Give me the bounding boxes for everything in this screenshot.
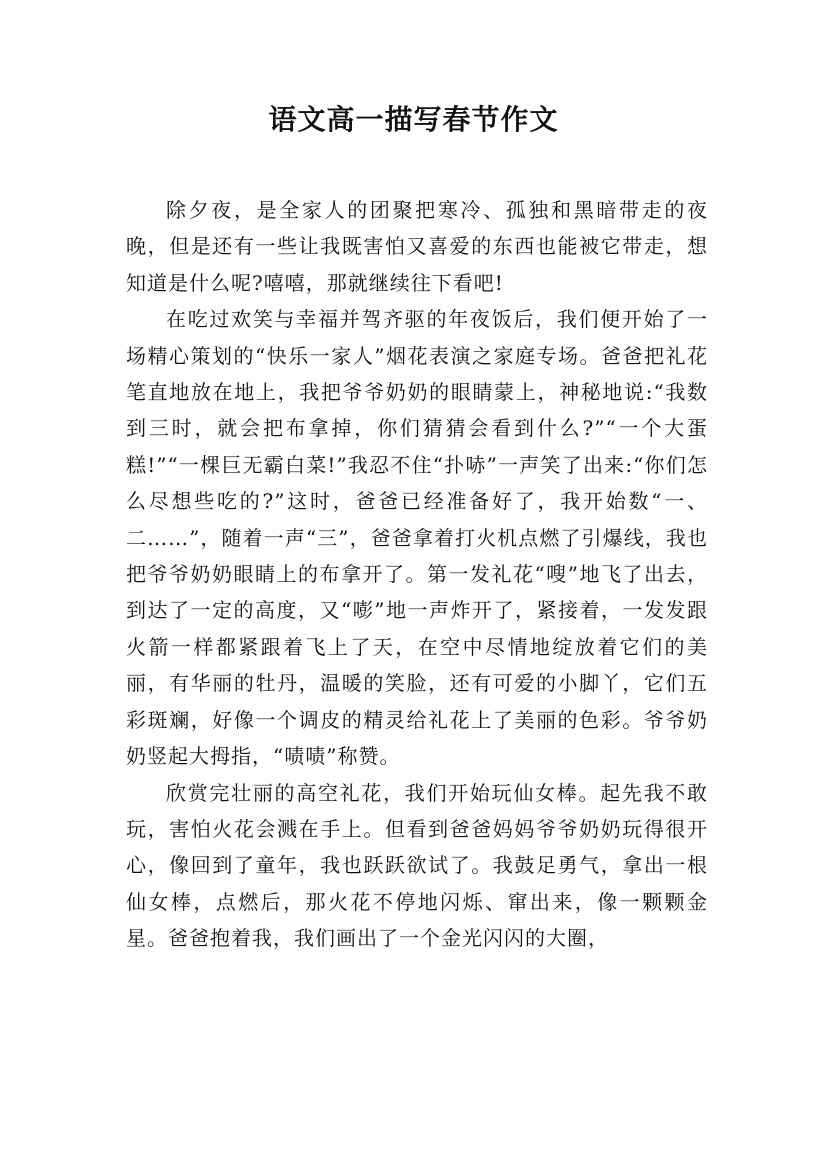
paragraph-2: 在吃过欢笑与幸福并驾齐驱的年夜饭后，我们便开始了一场精心策划的“快乐一家人”烟花表演之家庭专场。爸爸把礼花笔直地放在地上，我把爷爷奶奶的眼睛蒙上，神秘地说:“我数到三时，就会把布拿掉，你们猜猜会看到什么?”“一个大蛋糕!”“一棵巨无霸白菜!”我忍不住“扑哧”一声笑了出来:“你们怎么尽想些吃的?”这时，爸爸已经准备好了，我开始数“一、二……”，随着一声“三”，爸爸拿着打火机点燃了引爆线，我也把爷爷奶奶眼睛上的布拿开了。第一发礼花“嗖”地飞了出去，到达了一定的高度，又“嘭”地一声炸开了，紧接着，一发发跟火箭一样都紧跟着飞上了天，在空中尽情地绽放着它们的美丽，有华丽的牡丹，温暖的笑脸，还有可爱的小脚丫，它们五彩斑斓，好像一个调皮的精灵给礼花上了美丽的色彩。爷爷奶奶竖起大拇指，“啧啧”称赞。 bbox=[126, 307, 708, 769]
document-title: 语文高一描写春节作文 bbox=[268, 103, 559, 136]
paragraph-1: 除夕夜，是全家人的团聚把寒冷、孤独和黑暗带走的夜晚，但是还有一些让我既害怕又喜爱的东西也能被它带走，想知道是什么呢?嘻嘻，那就继续往下看吧! bbox=[126, 198, 708, 295]
document-body bbox=[126, 192, 708, 957]
paragraph-3: 欣赏完壮丽的高空礼花，我们开始玩仙女棒。起先我不敢玩，害怕火花会溅在手上。但看到爸爸妈妈爷爷奶奶玩得很开心，像回到了童年，我也跃跃欲试了。我鼓足勇气，拿出一根仙女棒，点燃后，那火花不停地闪烁、窜出来，像一颗颗金星。爸爸抱着我，我们画出了一个金光闪闪的大圈， bbox=[126, 780, 708, 951]
